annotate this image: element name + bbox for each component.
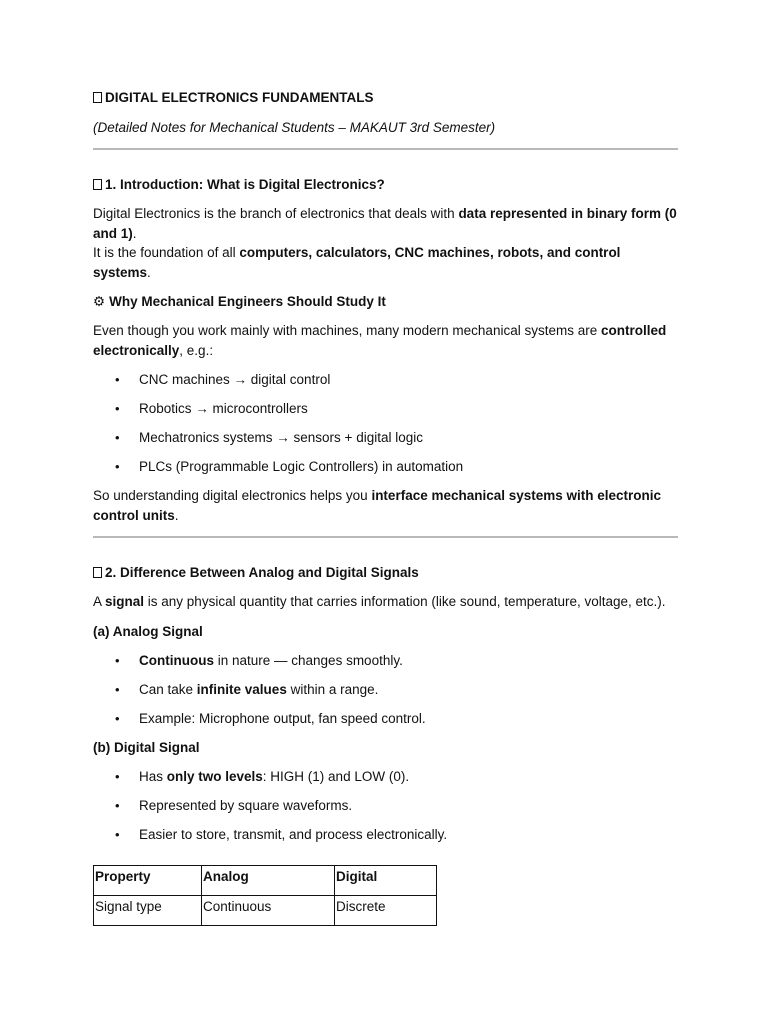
intro-paragraph: Digital Electronics is the branch of electronics that deals with data represented in binary form (0 and 1). It is the foundation of all computers, calculators, CNC machines, robots, and control systems. — [93, 206, 677, 280]
table-header-cell: Analog — [202, 866, 335, 896]
list-item: • Continuous in nature — changes smoothly. — [93, 651, 678, 670]
conclusion-paragraph: So understanding digital electronics helps you interface mechanical systems with electronic control units. — [93, 488, 662, 523]
list-item: • Has only two levels: HIGH (1) and LOW (0). — [93, 767, 678, 786]
table-header-row — [94, 866, 437, 896]
table-header-cell: Digital — [335, 866, 437, 896]
missing-glyph-icon — [93, 567, 102, 578]
section-1-heading: 1. Introduction: What is Digital Electronics? — [93, 175, 678, 194]
table-header-cell: Property — [94, 866, 202, 896]
comparison-table — [93, 865, 437, 926]
document-content — [93, 86, 678, 844]
list-item: • PLCs (Programmable Logic Controllers) in automation — [93, 457, 678, 476]
gear-icon: ⚙ — [93, 294, 106, 309]
list-item: • Robotics → microcontrollers — [93, 399, 678, 418]
list-item: • Easier to store, transmit, and process electronically. — [93, 825, 678, 844]
doc-title: DIGITAL ELECTRONICS FUNDAMENTALS — [93, 88, 678, 107]
list-item: • Mechatronics systems → sensors + digital logic — [93, 428, 678, 447]
missing-glyph-icon — [93, 179, 102, 190]
list-item: • Represented by square waveforms. — [93, 796, 678, 815]
signal-paragraph: A signal is any physical quantity that carries information (like sound, temperature, voltage, etc.). — [93, 594, 666, 609]
missing-glyph-icon — [93, 92, 102, 103]
list-item: • Example: Microphone output, fan speed control. — [93, 709, 678, 728]
list-item: • Can take infinite values within a range. — [93, 680, 678, 699]
list-item: • CNC machines → digital control — [93, 370, 678, 389]
why-paragraph: Even though you work mainly with machines, many modern mechanical systems are controlled electronically, e.g.: — [93, 323, 667, 358]
table-cell: Continuous — [202, 896, 335, 926]
analog-heading: (a) Analog Signal — [93, 623, 203, 639]
why-heading: ⚙ Why Mechanical Engineers Should Study It — [93, 294, 386, 309]
digital-list — [93, 767, 678, 844]
divider — [93, 148, 678, 150]
applications-list — [93, 370, 678, 476]
digital-heading: (b) Digital Signal — [93, 739, 200, 755]
table-cell: Discrete — [335, 896, 437, 926]
analog-list — [93, 651, 678, 728]
table-row — [94, 896, 437, 926]
doc-subtitle: (Detailed Notes for Mechanical Students – MAKAUT 3rd Semester) — [93, 120, 496, 135]
section-2-heading: 2. Difference Between Analog and Digital Signals — [93, 563, 678, 582]
table-cell: Signal type — [94, 896, 202, 926]
divider — [93, 536, 678, 538]
